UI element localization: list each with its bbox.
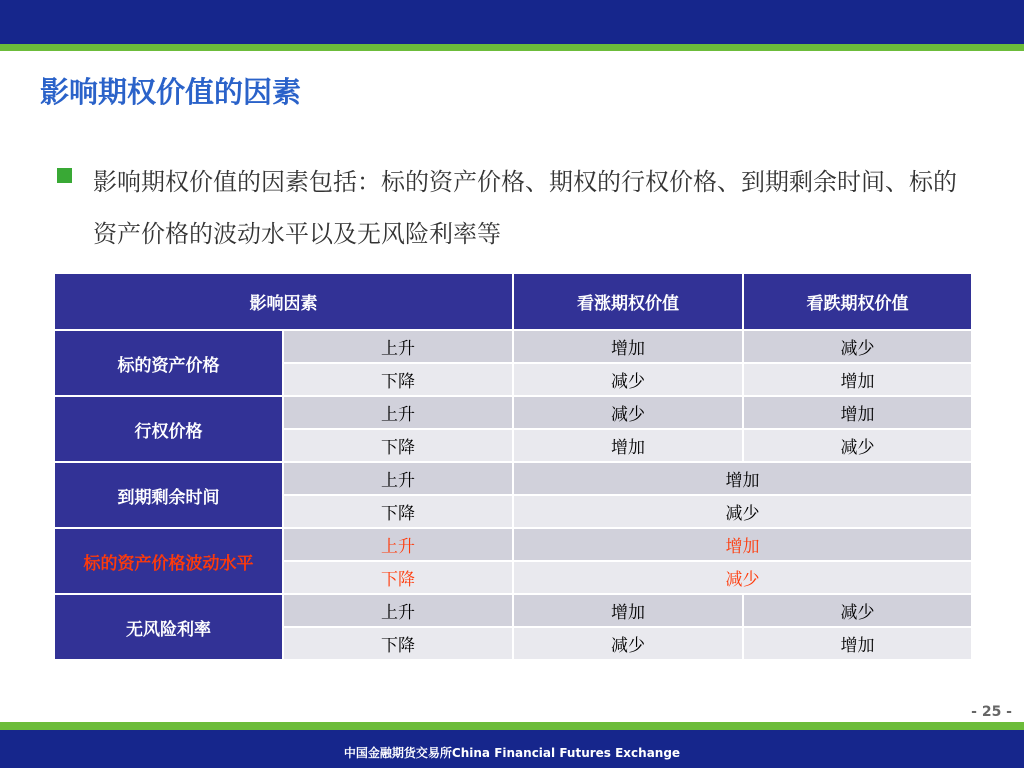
table-row	[54, 528, 972, 561]
header-call-value: 看涨期权价值	[513, 273, 743, 330]
header-bar	[0, 0, 1024, 44]
header-accent-stripe	[0, 44, 1024, 51]
call-cell: 增加	[513, 594, 743, 627]
put-cell: 增加	[743, 396, 972, 429]
bullet-text: 影响期权价值的因素包括：标的资产价格、期权的行权价格、到期剩余时间、标的资产价格的波动水平以及无风险利率等	[93, 168, 957, 248]
change-cell: 上升	[283, 330, 513, 363]
change-cell: 下降	[283, 561, 513, 594]
change-cell: 上升	[283, 396, 513, 429]
table-row	[54, 396, 972, 429]
factor-label: 标的资产价格	[54, 330, 283, 396]
bullet-square-icon	[57, 168, 72, 183]
change-cell: 上升	[283, 594, 513, 627]
change-cell: 下降	[283, 495, 513, 528]
footer-accent-stripe	[0, 722, 1024, 730]
change-cell: 下降	[283, 429, 513, 462]
call-cell: 减少	[513, 627, 743, 660]
factor-table	[53, 272, 973, 661]
put-cell: 减少	[743, 429, 972, 462]
combined-value-cell: 增加	[513, 528, 972, 561]
factor-label: 行权价格	[54, 396, 283, 462]
footer-organization: 中国金融期货交易所China Financial Futures Exchange	[343, 746, 681, 760]
header-put-value: 看跌期权价值	[743, 273, 972, 330]
table-header-row	[54, 273, 972, 330]
change-cell: 上升	[283, 528, 513, 561]
slide-title: 影响期权价值的因素	[40, 75, 302, 109]
put-cell: 增加	[743, 363, 972, 396]
call-cell: 减少	[513, 363, 743, 396]
table-row	[54, 594, 972, 627]
header-factor: 影响因素	[54, 273, 513, 330]
factor-label: 无风险利率	[54, 594, 283, 660]
change-cell: 上升	[283, 462, 513, 495]
page-number: - 25 -	[971, 704, 1012, 720]
call-cell: 增加	[513, 429, 743, 462]
combined-value-cell: 增加	[513, 462, 972, 495]
table-row	[54, 330, 972, 363]
factor-label-highlighted: 标的资产价格波动水平	[54, 528, 283, 594]
change-cell: 下降	[283, 363, 513, 396]
combined-value-cell: 减少	[513, 561, 972, 594]
put-cell: 减少	[743, 594, 972, 627]
call-cell: 减少	[513, 396, 743, 429]
put-cell: 增加	[743, 627, 972, 660]
table-row	[54, 462, 972, 495]
call-cell: 增加	[513, 330, 743, 363]
combined-value-cell: 减少	[513, 495, 972, 528]
change-cell: 下降	[283, 627, 513, 660]
factor-label: 到期剩余时间	[54, 462, 283, 528]
put-cell: 减少	[743, 330, 972, 363]
